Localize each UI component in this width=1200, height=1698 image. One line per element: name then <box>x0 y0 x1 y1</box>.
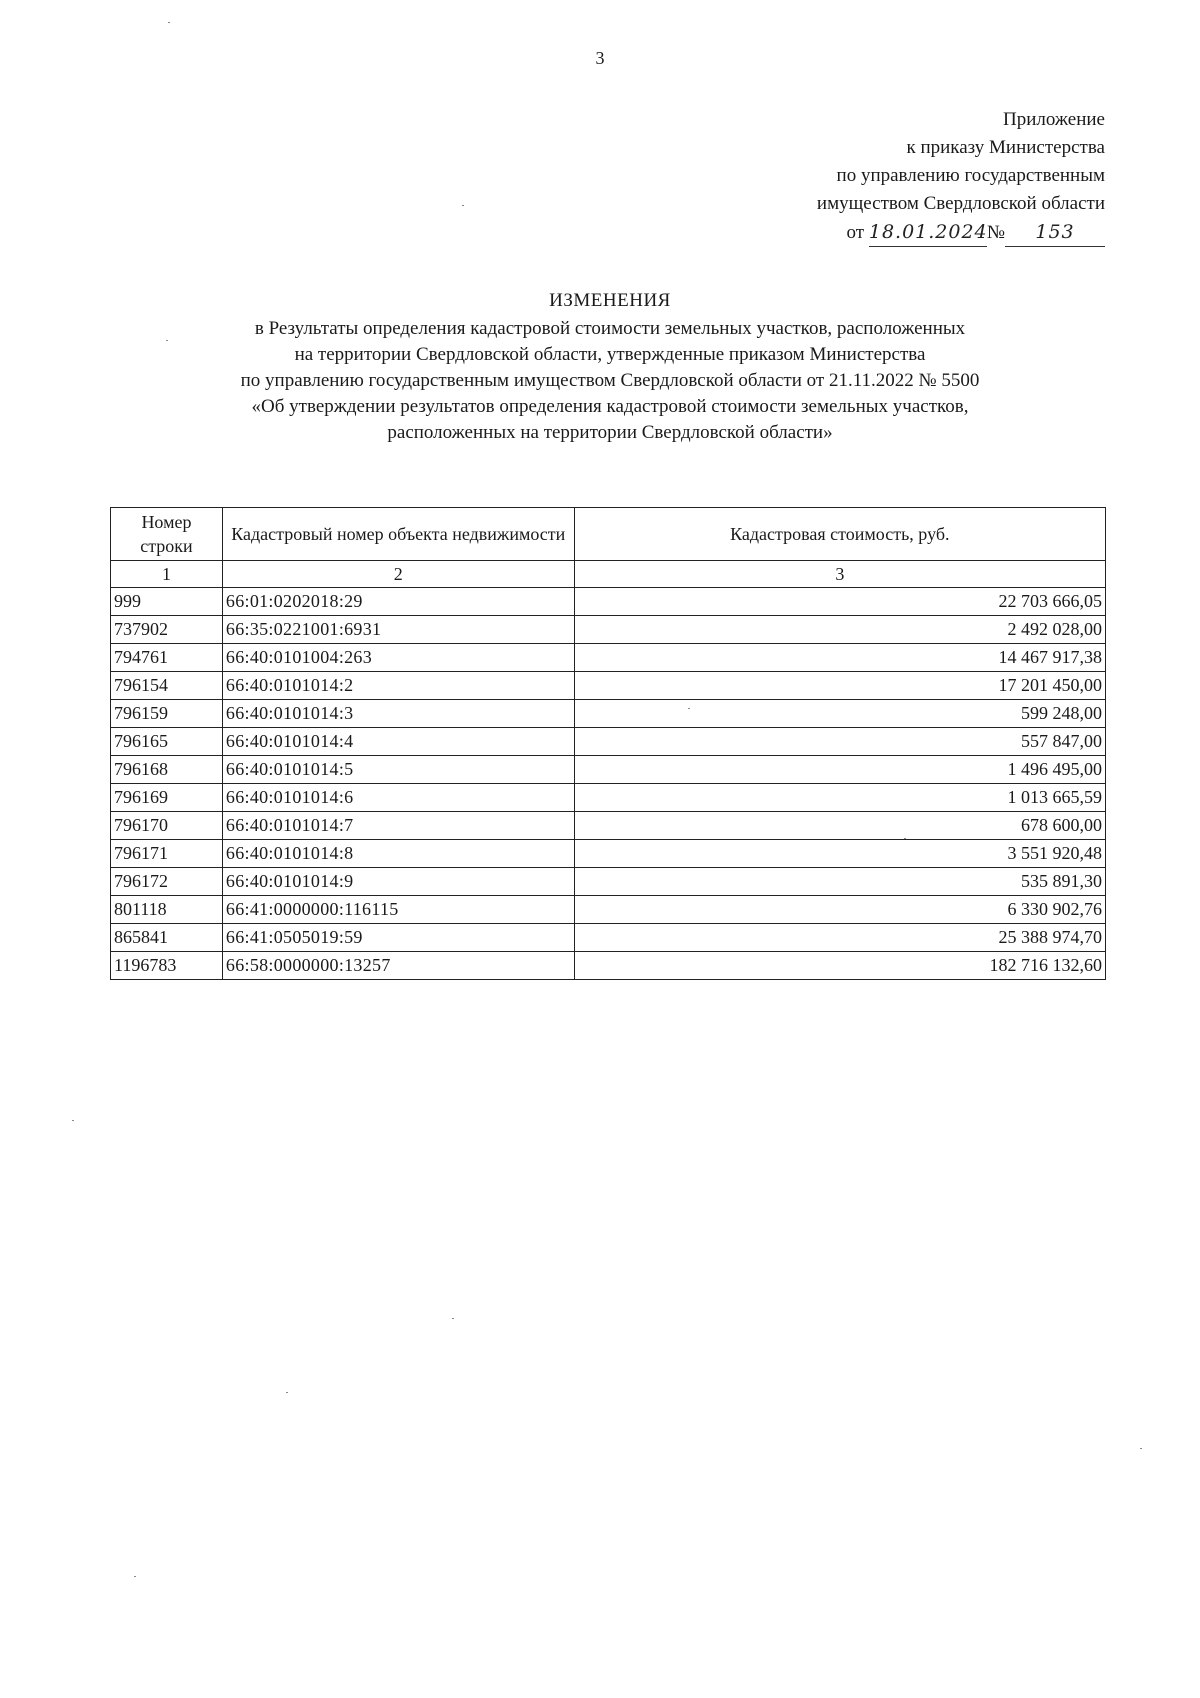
scan-speck <box>166 340 168 341</box>
table-column-numbers-row <box>111 561 1106 588</box>
cadastral-cost-cell: 182 716 132,60 <box>574 952 1105 980</box>
appendix-line: Приложение <box>1003 109 1105 130</box>
table-row <box>111 756 1106 784</box>
title-line: по управлению государственным имуществом Свердловской области от 21.11.2022 № 5500 <box>240 370 980 391</box>
row-number-cell: 796170 <box>111 812 223 840</box>
cadastral-number-cell: 66:40:0101014:5 <box>222 756 574 784</box>
cadastral-cost-cell: 2 492 028,00 <box>574 616 1105 644</box>
appendix-date-line <box>817 218 1105 247</box>
cadastral-number-cell: 66:40:0101014:4 <box>222 728 574 756</box>
cadastral-cost-cell: 6 330 902,76 <box>574 896 1105 924</box>
table-row <box>111 588 1106 616</box>
cadastral-number-cell: 66:40:0101004:263 <box>222 644 574 672</box>
cadastral-number-cell: 66:40:0101014:9 <box>222 868 574 896</box>
scan-speck <box>452 1318 454 1319</box>
title-line: «Об утверждении результатов определения кадастровой стоимости земельных участков, <box>251 396 969 417</box>
cadastral-number-cell: 66:40:0101014:2 <box>222 672 574 700</box>
cadastral-number-cell: 66:41:0000000:116115 <box>222 896 574 924</box>
table-row <box>111 700 1106 728</box>
header-cadastral-cost: Кадастровая стоимость, руб. <box>574 508 1105 561</box>
scan-speck <box>286 1392 288 1393</box>
cadastral-cost-cell: 1 496 495,00 <box>574 756 1105 784</box>
cadastral-cost-cell: 17 201 450,00 <box>574 672 1105 700</box>
column-number: 3 <box>574 561 1105 588</box>
scan-speck <box>1140 1448 1142 1449</box>
row-number-cell: 796159 <box>111 700 223 728</box>
title-line: расположенных на территории Свердловской области» <box>387 422 833 443</box>
cadastral-number-cell: 66:40:0101014:8 <box>222 840 574 868</box>
cadastral-cost-cell: 22 703 666,05 <box>574 588 1105 616</box>
cadastral-cost-cell: 3 551 920,48 <box>574 840 1105 868</box>
row-number-cell: 796165 <box>111 728 223 756</box>
cadastral-cost-cell: 25 388 974,70 <box>574 924 1105 952</box>
table-row <box>111 784 1106 812</box>
appendix-block <box>817 106 1105 247</box>
table-row <box>111 672 1106 700</box>
cadastral-number-cell: 66:58:0000000:13257 <box>222 952 574 980</box>
table-row <box>111 952 1106 980</box>
cadastral-number-cell: 66:40:0101014:6 <box>222 784 574 812</box>
cadastral-number-cell: 66:41:0505019:59 <box>222 924 574 952</box>
cadastral-cost-cell: 535 891,30 <box>574 868 1105 896</box>
table-row <box>111 728 1106 756</box>
table-row <box>111 616 1106 644</box>
cadastral-cost-cell: 599 248,00 <box>574 700 1105 728</box>
scan-speck <box>134 1576 136 1577</box>
row-number-cell: 796168 <box>111 756 223 784</box>
table-body <box>111 588 1106 980</box>
table-row <box>111 644 1106 672</box>
row-number-cell: 1196783 <box>111 952 223 980</box>
column-number: 1 <box>111 561 223 588</box>
number-prefix: № <box>986 222 1005 243</box>
scan-speck <box>168 22 170 23</box>
scan-speck <box>462 205 464 206</box>
cadastral-cost-table <box>110 507 1106 980</box>
row-number-cell: 796169 <box>111 784 223 812</box>
cadastral-cost-cell: 557 847,00 <box>574 728 1105 756</box>
title-line: в Результаты определения кадастровой стоимости земельных участков, расположенных <box>254 318 966 339</box>
cadastral-number-cell: 66:40:0101014:3 <box>222 700 574 728</box>
row-number-cell: 796154 <box>111 672 223 700</box>
date-prefix: от <box>846 222 865 243</box>
row-number-cell: 801118 <box>111 896 223 924</box>
row-number-cell: 999 <box>111 588 223 616</box>
table-row <box>111 868 1106 896</box>
title-line: на территории Свердловской области, утвержденные приказом Министерства <box>294 344 926 365</box>
table-row <box>111 812 1106 840</box>
cadastral-cost-cell: 14 467 917,38 <box>574 644 1105 672</box>
table-row <box>111 840 1106 868</box>
scan-speck <box>904 838 906 839</box>
header-row-number: Номер строки <box>111 508 223 561</box>
row-number-cell: 796172 <box>111 868 223 896</box>
appendix-line: к приказу Министерства <box>906 137 1105 158</box>
handwritten-date: 18.01.2024 <box>869 218 987 247</box>
cadastral-number-cell: 66:40:0101014:7 <box>222 812 574 840</box>
appendix-line: имуществом Свердловской области <box>816 193 1105 214</box>
header-cadastral-number: Кадастровый номер объекта недвижимости <box>222 508 574 561</box>
cadastral-cost-cell: 678 600,00 <box>574 812 1105 840</box>
appendix-line: по управлению государственным <box>836 165 1105 186</box>
table-row <box>111 896 1106 924</box>
cadastral-cost-cell: 1 013 665,59 <box>574 784 1105 812</box>
scan-speck <box>688 708 690 709</box>
document-title <box>150 288 1070 446</box>
row-number-cell: 865841 <box>111 924 223 952</box>
title-heading: ИЗМЕНЕНИЯ <box>549 290 671 311</box>
table-row <box>111 924 1106 952</box>
column-number: 2 <box>222 561 574 588</box>
scan-speck <box>72 1120 74 1121</box>
table-header-row <box>111 508 1106 561</box>
handwritten-number: 153 <box>1005 218 1105 247</box>
row-number-cell: 737902 <box>111 616 223 644</box>
row-number-cell: 796171 <box>111 840 223 868</box>
cadastral-number-cell: 66:01:0202018:29 <box>222 588 574 616</box>
cadastral-number-cell: 66:35:0221001:6931 <box>222 616 574 644</box>
row-number-cell: 794761 <box>111 644 223 672</box>
page-number: 3 <box>595 48 605 68</box>
